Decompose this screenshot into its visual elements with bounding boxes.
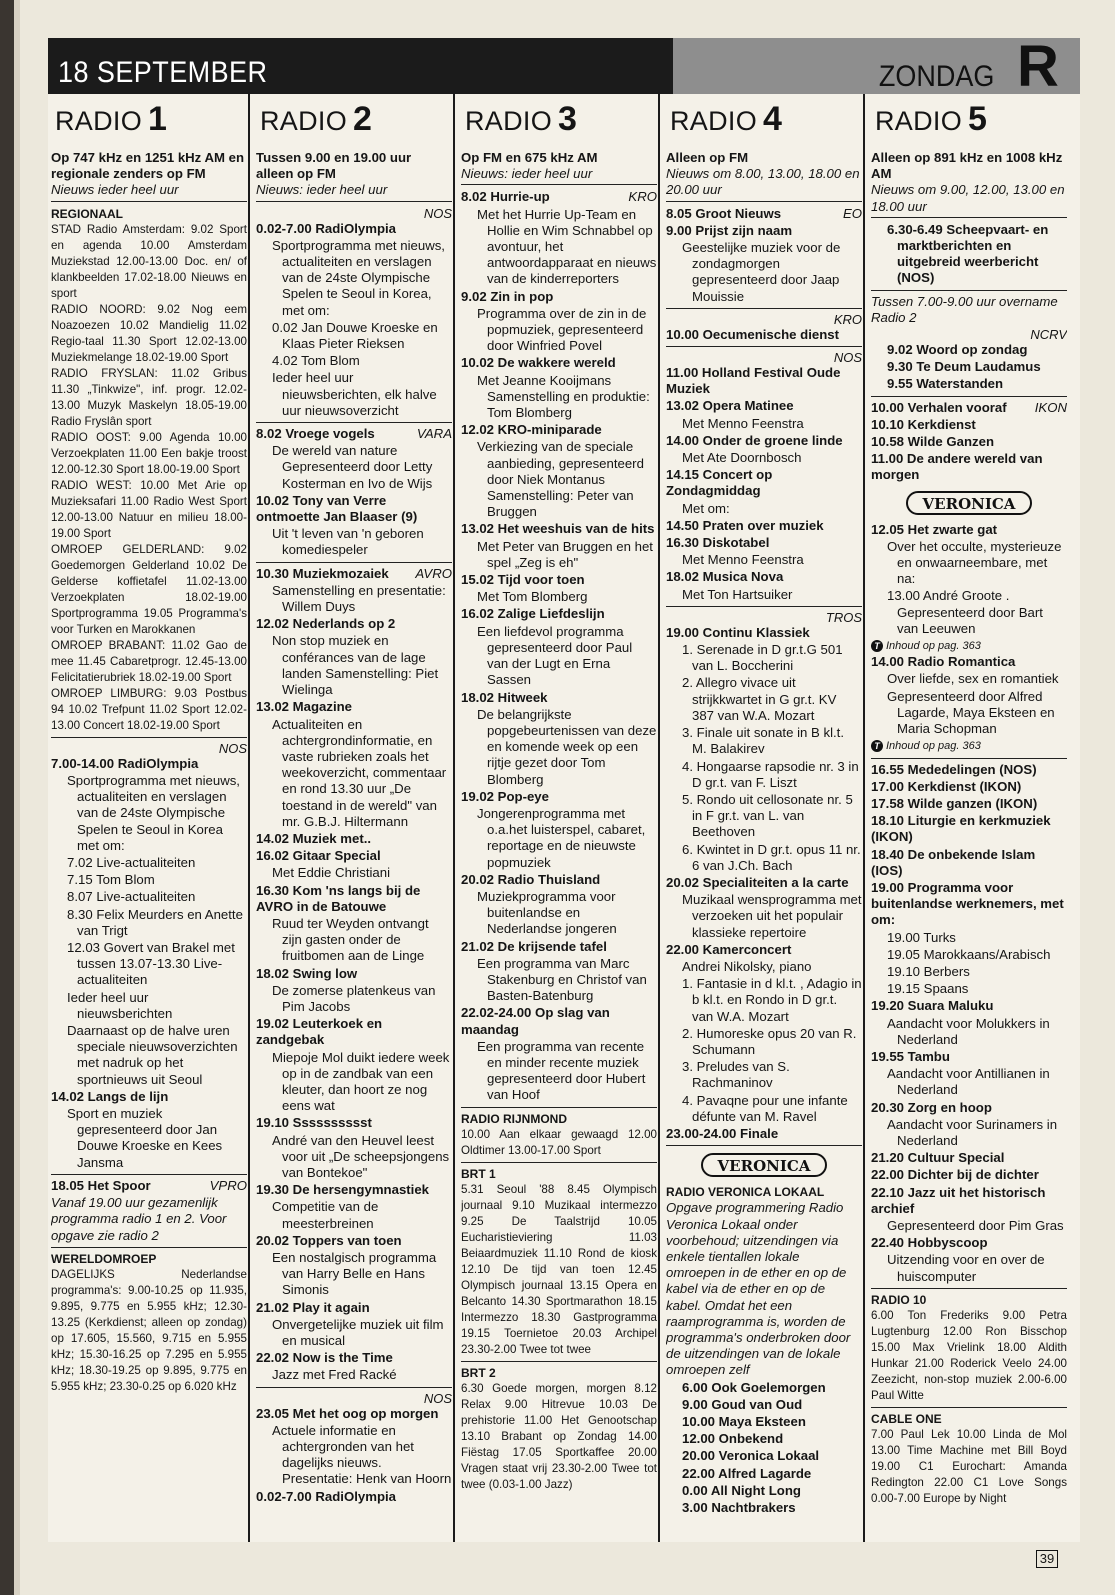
program-title: 8.05 Groot Nieuws xyxy=(666,205,782,221)
broadcaster-label: KRO xyxy=(833,311,862,327)
tv-guide-page xyxy=(48,34,1080,1542)
program-desc: Een liefdevol programma gepresenteerd door Paul van der Lugt en Erna Sassen xyxy=(477,623,633,688)
program-desc: 19.00 Turks xyxy=(887,929,956,945)
program-title: 22.00 Alfred Lagarde xyxy=(682,1465,812,1481)
column-divider xyxy=(658,94,660,1542)
station-header: RADIO 2 xyxy=(260,100,373,138)
radio10-title: RADIO 10 xyxy=(871,1292,927,1307)
program-title: 22.02-24.00 Op slag van maandag xyxy=(461,1005,610,1037)
program-title: 17.58 Wilde ganzen (IKON) xyxy=(871,795,1038,811)
program-desc: 8.30 Felix Meurders en Anette van Trigt xyxy=(67,906,243,938)
wereldomroep-text: DAGELIJKS Nederlandse programma's: 9.00-10.25 op 11.935, 9.895, 9.775 en 5.955 kHz; 12.30-13.25 (Kerkdienst; alleen op zondag) op 17.605, 15.560, 9.715 en 5.955 kHz; 15.30-16.25 op 7.295 en 5.955 kHz; 18.30-19.25 op 9.895, 9.775 en 5.955 kHz; 23.30-0.25 op 6.020 kHz xyxy=(51,1267,247,1393)
regional-list xyxy=(51,222,247,734)
separator xyxy=(51,737,247,738)
program-desc: 1. Fantasie in d kl.t. , Adagio in b kl.t. en Rondo in D gr.t. van W.A. Mozart xyxy=(682,976,862,1024)
program-title: 19.10 Sssssssssst xyxy=(256,1115,372,1131)
program-title: 10.10 Kerkdienst xyxy=(871,416,976,432)
program-desc: Gepresenteerd door Alfred Lagarde, Maya Eksteen en Maria Schopman xyxy=(887,688,1055,737)
program-title: 12.02 Nederlands op 2 xyxy=(256,616,396,632)
program-title: 19.02 Pop-eye xyxy=(461,788,549,804)
separator xyxy=(461,1107,657,1108)
program-desc: 3. Preludes van S. Rachmaninov xyxy=(682,1059,790,1091)
program-desc: 4. Hongaarse rapsodie nr. 3 in D gr.t. van F. Liszt xyxy=(682,758,859,790)
program-title: 22.40 Hobbyscoop xyxy=(871,1235,988,1251)
program-desc: 2. Humoreske opus 20 van R. Schumann xyxy=(682,1025,857,1057)
column-radio-3 xyxy=(461,98,657,1538)
separator xyxy=(871,1407,1067,1408)
program-title: 10.00 Verhalen vooraf xyxy=(871,399,1007,415)
program-desc: 7.02 Live-actualiteiten xyxy=(67,855,196,871)
program-title: 19.02 Leuterkoek en zandgebak xyxy=(256,1016,383,1048)
separator xyxy=(666,308,862,309)
program-title: 10.02 De wakkere wereld xyxy=(461,355,616,371)
program-desc: Met Ate Doornbosch xyxy=(682,450,802,466)
program-title: 9.30 Te Deum Laudamus xyxy=(887,359,1041,375)
program-title: 20.02 Toppers van toen xyxy=(256,1232,402,1248)
broadcaster-label: IKON xyxy=(1034,399,1067,415)
veronica-logo xyxy=(666,1150,862,1180)
program-desc: Een programma van recente en minder recente muziek gepresenteerd door Hubert van Hoof xyxy=(477,1038,646,1103)
program-title: 19.55 Tambu xyxy=(871,1048,950,1064)
separator xyxy=(256,562,452,563)
column-divider xyxy=(248,94,250,1542)
program-desc: Daarnaast op de halve uren speciale nieuwsoverzichten met nadruk op het sportnieuws uit Seoul xyxy=(67,1023,238,1087)
broadcaster-label: AVRO xyxy=(415,565,452,581)
separator xyxy=(871,396,1067,397)
teletext-icon: T xyxy=(871,740,883,752)
program-desc: Actualiteiten en achtergrondinformatie, en vaste rubrieken zoals het weekoverzicht, commentaar en rond 13.30 uur „De toestand in de wereld" van mr. G.B.J. Hiltermann xyxy=(272,716,447,829)
program-title: 23.00-24.00 Finale xyxy=(666,1125,779,1141)
page-number: 39 xyxy=(1036,1550,1058,1568)
program-desc: Een nostalgisch programma van Harry Belle en Hans Simonis xyxy=(272,1250,437,1298)
program-title: 22.02 Now is the Time xyxy=(256,1350,393,1366)
program-title: 16.30 Diskotabel xyxy=(666,535,770,551)
program-row xyxy=(256,566,452,582)
regional-item: OMROEP GELDERLAND: 9.02 Goedemorgen Gelderland 10.02 De Gelderse koffietafel 11.02-13.00 Verzoekplaten 18.02-19.00 Sportprogramma 19.05 Programma's voor Turken en Marokkanen xyxy=(51,542,247,636)
program-title: 18.40 De onbekende Islam (IOS) xyxy=(871,846,1036,878)
program-title: 21.02 De krijsende tafel xyxy=(461,938,607,954)
program-note: Tussen 7.00-9.00 uur overname Radio 2 xyxy=(871,293,1058,325)
radio10-text: 6.00 Ton Frederiks 9.00 Petra Lugtenburg 12.00 Ron Bisschop 15.00 Max Vrielink 18.00 Aldith Hunkar 21.00 Roderick Veelo 24.00 Zeezicht, non-stop muziek 2.00-6.00 Paul Witte xyxy=(871,1309,1067,1402)
program-title: 22.00 Dichter bij de dichter xyxy=(871,1167,1039,1183)
separator xyxy=(461,1361,657,1362)
program-desc: Sportprogramma met nieuws, actualiteiten en verslagen van de 24ste Olympische Spelen te Seoul in Korea met om: xyxy=(67,773,240,853)
teletext-note: T Inhoud op pag. 363 xyxy=(871,638,1067,654)
program-title: 20.02 Radio Thuisland xyxy=(461,871,601,887)
program-title: 21.20 Cultuur Special xyxy=(871,1150,1005,1166)
veronica-lokaal-note: Opgave programmering Radio Veronica Lokaal onder voorbehoud; uitzendingen via enkele tientallen lokale omroepen in de ether en op de kabel via de ether en op de kabel. Omdat het een raamprogramma is, worden de programma's onderbroken door de uitzendingen van de lokale omroepen zelf xyxy=(666,1200,851,1378)
page-spine-edge xyxy=(14,0,20,1595)
program-desc: Over het occulte, mysterieuze en onwaarneembare, met na: xyxy=(887,538,1062,587)
broadcaster-label: NOS xyxy=(218,740,247,756)
program-desc: Met om: xyxy=(682,500,730,516)
program-title: 20.00 Veronica Lokaal xyxy=(682,1448,820,1464)
date-banner xyxy=(48,34,1080,99)
program-title: 0.02-7.00 RadiOlympia xyxy=(256,1488,397,1504)
program-title: 14.00 Radio Romantica xyxy=(871,654,1016,670)
program-title: 18.05 Het Spoor xyxy=(51,1177,151,1193)
svg-text:VERONICA: VERONICA xyxy=(717,1157,811,1176)
cable-one-title: CABLE ONE xyxy=(871,1412,942,1426)
column-radio-2 xyxy=(256,98,452,1538)
program-title: 3.00 Nachtbrakers xyxy=(682,1500,796,1516)
separator xyxy=(666,1145,862,1146)
program-title: 19.30 De hersengymnastiek xyxy=(256,1182,429,1198)
program-desc: Aandacht voor Molukkers in Nederland xyxy=(887,1015,1050,1047)
veronica-lokaal-title: RADIO VERONICA LOKAAL xyxy=(666,1185,825,1200)
program-desc: Non stop muziek en conférances van de lage landen Samenstelling: Piet Wielinga xyxy=(272,633,439,698)
program-title: 11.00 De andere wereld van morgen xyxy=(871,451,1043,483)
program-title: 18.10 Liturgie en kerkmuziek (IKON) xyxy=(871,813,1051,845)
program-title: 10.58 Wilde Ganzen xyxy=(871,434,995,450)
program-title: 23.05 Met het oog op morgen xyxy=(256,1405,439,1421)
separator xyxy=(461,1162,657,1163)
program-title: 17.00 Kerkdienst (IKON) xyxy=(871,778,1022,794)
program-desc: Over liefde, sex en romantiek xyxy=(887,671,1059,687)
program-title: 13.02 Het weeshuis van de hits xyxy=(461,521,655,537)
program-desc: De wereld van nature Gepresenteerd door Letty Kosterman en Ivo de Wijs xyxy=(272,443,433,491)
program-desc: Geestelijke muziek voor de zondagmorgen gepresenteerd door Jaap Mouissie xyxy=(682,240,841,304)
program-title: 21.02 Play it again xyxy=(256,1299,370,1315)
station-intro: Op FM en 675 kHz AM Nieuws: ieder heel uur xyxy=(461,150,657,185)
program-desc: 3. Finale uit sonate in B kl.t. M. Balakirev xyxy=(682,725,844,757)
program-title: 8.02 Hurrie-up xyxy=(461,189,550,205)
program-title: 6.00 Ook Goelemorgen xyxy=(682,1379,826,1395)
teletext-icon: T xyxy=(871,640,883,652)
broadcaster-label: KRO xyxy=(628,189,657,205)
program-desc: Een programma van Marc Stakenburg en Christof van Basten-Batenburg xyxy=(477,955,647,1004)
program-title: 14.15 Concert op Zondagmiddag xyxy=(666,467,773,499)
program-desc: 1. Serenade in D gr.t.G 501 van L. Boccherini xyxy=(682,642,843,674)
program-title: 8.02 Vroege vogels xyxy=(256,426,375,442)
program-title: 14.00 Onder de groene linde xyxy=(666,432,843,448)
program-desc: Andrei Nikolsky, piano xyxy=(682,958,812,974)
program-title: 18.02 Hitweek xyxy=(461,689,548,705)
column-divider xyxy=(863,94,865,1542)
program-row xyxy=(51,1178,247,1194)
program-desc: Ruud ter Weyden ontvangt zijn gasten onder de fruitbomen aan de Linge xyxy=(272,915,429,964)
broadcaster-label: NOS xyxy=(833,350,862,366)
rijnmond-title: RADIO RIJNMOND xyxy=(461,1111,568,1126)
broadcaster-label: TROS xyxy=(825,609,862,625)
station-header: RADIO 4 xyxy=(670,100,783,138)
veronica-logo-icon xyxy=(905,488,1033,518)
program-title: 11.00 Holland Festival Oude Muziek xyxy=(666,365,841,397)
program-desc: Jazz met Fred Racké xyxy=(272,1367,397,1383)
program-row xyxy=(666,206,862,222)
program-desc: Met Ton Hartsuiker xyxy=(682,586,793,602)
regional-item: OMROEP LIMBURG: 9.03 Postbus 94 10.02 Trefpunt 11.02 Sport 12.02-13.00 Concert 18.02-19.00 Sport xyxy=(51,686,247,732)
regional-item: RADIO FRYSLAN: 11.02 Gribus 11.30 „Tinkwize", inf. progr. 12.02-13.00 Muzyk Maskelyn 18.05-19.00 Radio Fryslân sport xyxy=(51,366,247,428)
program-desc: De belangrijkste popgebeurtenissen van deze en komende week op een rijtje gezet door Tom Blomberg xyxy=(477,706,657,787)
program-title: 19.00 Programma voor buitenlandse werknemers, met om: xyxy=(871,879,1064,928)
station-intro: Alleen op 891 kHz en 1008 kHz AM Nieuws om 9.00, 12.00, 13.00 en 18.00 uur xyxy=(871,150,1067,218)
program-title: 14.50 Praten over muziek xyxy=(666,517,824,533)
separator xyxy=(871,758,1067,759)
program-desc: 7.15 Tom Blom xyxy=(67,872,155,888)
program-desc: Muziekprogramma voor buitenlandse en Nederlandse jongeren xyxy=(477,888,617,937)
rijnmond-text: 10.00 Aan elkaar gewaagd 12.00 Oldtimer 13.00-17.00 Sport xyxy=(461,1127,657,1157)
banner-day: ZONDAG xyxy=(878,60,994,93)
program-title: 20.02 Specialiteiten a la carte xyxy=(666,874,849,890)
separator xyxy=(666,606,862,607)
program-title: 19.00 Continu Klassiek xyxy=(666,624,810,640)
program-title: 22.10 Jazz uit het historisch archief xyxy=(871,1184,1046,1216)
separator xyxy=(256,1387,452,1388)
program-title: 15.02 Tijd voor toen xyxy=(461,572,585,588)
brt2-title: BRT 2 xyxy=(461,1365,496,1380)
regional-item: STAD Radio Amsterdam: 9.02 Sport en agenda 10.00 Amsterdam Muziekstad 12.00-13.00 Doc. en/ of klankbeelden 17.02-18.00 Nieuws en sport xyxy=(51,222,247,300)
program-desc: Muzikaal wensprogramma met verzoeken uit het populair klassieke repertoire xyxy=(682,892,862,940)
program-desc: Sport en muziek gepresenteerd door Jan Douwe Kroeske en Kees Jansma xyxy=(67,1106,223,1170)
broadcaster-label: VARA xyxy=(416,426,452,442)
separator xyxy=(51,1247,247,1248)
separator xyxy=(256,422,452,423)
teletext-note: T Inhoud op pag. 363 xyxy=(871,738,1067,754)
program-title: 12.02 KRO-miniparade xyxy=(461,422,602,438)
brt1-text: 5.31 Seoul '88 8.45 Olympisch journaal 9.10 Muzikaal intermezzo 9.25 De Taalstrijd 10.05 Eucharistieviering 11.03 Beiaardmuziek 11.10 Rond de kiosk 12.10 De tijd van toen 12.45 Olympisch journaal 13.15 Opera en Belcanto 14.30 Sportmarathon 18.15 Intermezzo 18.30 Gastprogramma 19.15 Toernietoe 20.03 Archipel 23.30-2.00 Twee tot twee xyxy=(461,1182,657,1356)
program-row xyxy=(871,400,1067,416)
program-row xyxy=(256,426,452,442)
broadcaster-label: VPRO xyxy=(209,1177,247,1193)
program-desc: De zomerse platenkeus van Pim Jacobs xyxy=(272,982,436,1014)
program-title: 9.00 Prijst zijn naam xyxy=(666,222,793,238)
program-title: 18.02 Musica Nova xyxy=(666,569,784,585)
program-desc: Competitie van de meesterbreinen xyxy=(272,1199,379,1231)
program-title: 16.02 Gitaar Special xyxy=(256,848,381,864)
program-desc: Met Eddie Christiani xyxy=(272,865,391,881)
program-desc: Gepresenteerd door Pim Gras xyxy=(887,1217,1064,1233)
program-desc: Uit 't leven van 'n geboren komediespeler xyxy=(272,526,424,558)
program-title: 18.02 Swing low xyxy=(256,965,358,981)
program-title: 10.00 Maya Eksteen xyxy=(682,1414,806,1430)
program-title: 13.02 Magazine xyxy=(256,699,353,715)
veronica-logo xyxy=(871,488,1067,518)
program-title: 19.20 Suara Maluku xyxy=(871,998,994,1014)
brt2-text: 6.30 Goede morgen, morgen 8.12 Relax 9.00 Hitrevue 10.03 De prehistorie 11.00 Het Genootschap 13.10 Brabant op Zondag 14.00 Fiëstag 17.05 Sportkaffee 20.00 Vragen staat vrij 23.30-2.00 Twee tot twee (0.03-1.00 Jazz) xyxy=(461,1382,657,1492)
program-title: 9.02 Zin in pop xyxy=(461,288,554,304)
program-desc: André van den Heuvel leest voor uit „De scheepsjongens van Bontekoe" xyxy=(272,1132,450,1180)
separator xyxy=(871,1288,1067,1289)
program-title: 9.02 Woord op zondag xyxy=(887,342,1028,358)
program-desc: Met Menno Feenstra xyxy=(682,415,804,431)
program-desc: 19.05 Marokkaans/Arabisch xyxy=(887,946,1051,962)
program-title: 16.02 Zalige Liefdeslijn xyxy=(461,606,605,622)
program-title: 12.05 Het zwarte gat xyxy=(871,521,998,537)
program-title: 10.00 Oecumenische dienst xyxy=(666,326,839,342)
column-radio-1 xyxy=(51,98,247,1538)
program-desc: Aandacht voor Surinamers in Nederland xyxy=(887,1116,1058,1148)
separator xyxy=(51,1174,247,1175)
program-title: 20.30 Zorg en hoop xyxy=(871,1099,992,1115)
program-title: 14.02 Muziek met.. xyxy=(256,830,372,846)
program-title: 6.30-6.49 Scheepvaart- en marktberichten en uitgebreid weerbericht (NOS) xyxy=(887,221,1049,286)
program-title: 9.00 Goud van Oud xyxy=(682,1396,803,1412)
program-desc: 19.15 Spaans xyxy=(887,981,969,997)
separator xyxy=(871,290,1067,291)
program-desc: Met Jeanne Kooijmans Samenstelling en produktie: Tom Blomberg xyxy=(477,372,650,421)
program-desc: 4. Pavaqne pour une infante défunte van M. Ravel xyxy=(682,1092,848,1124)
column-radio-5 xyxy=(871,98,1067,1538)
program-desc: 6. Kwintet in D gr.t. opus 11 nr. 6 van J.Ch. Bach xyxy=(682,841,861,873)
regional-title: REGIONAAL xyxy=(51,206,123,221)
broadcaster-label: NOS xyxy=(423,205,452,221)
regional-item: OMROEP BRABANT: 11.02 Gao de mee 11.45 Cabaretprogr. 12.45-13.00 Felicitatierubriek 18.02-19.00 Sport xyxy=(51,638,247,684)
station-header: RADIO 3 xyxy=(465,100,578,138)
broadcaster-label: NOS xyxy=(423,1390,452,1406)
program-desc: 0.02 Jan Douwe Kroeske en Klaas Pieter Rieksen xyxy=(272,319,438,352)
broadcaster-label: EO xyxy=(842,205,862,221)
column-radio-4 xyxy=(666,98,862,1538)
broadcaster-label: NCRV xyxy=(1030,327,1067,343)
program-title: 12.00 Onbekend xyxy=(682,1431,784,1447)
program-desc: Ieder heel uur nieuwsberichten, elk halve uur nieuwsoverzicht xyxy=(272,370,437,418)
program-desc: 12.03 Govert van Brakel met tussen 13.07-13.30 Live-actualiteiten xyxy=(67,940,235,988)
program-desc: Ieder heel uur nieuwsberichten xyxy=(67,989,173,1021)
program-desc: Aandacht voor Antillianen in Nederland xyxy=(887,1066,1050,1098)
program-title: 16.30 Kom 'ns langs bij de AVRO in de Batouwe xyxy=(256,882,421,914)
program-desc: 4.02 Tom Blom xyxy=(272,353,360,369)
program-desc: Met Peter van Bruggen en het spel „Zeg is eh" xyxy=(477,538,653,570)
wereldomroep-title: WERELDOMROEP xyxy=(51,1251,157,1266)
program-desc: Miepoje Mol duikt iedere week op in de zandbak van een kleuter, dan hoort ze nog eens wat xyxy=(272,1049,450,1114)
regional-item: RADIO NOORD: 9.02 Nog eem Noazoezen 10.02 Mandielig 11.02 Regio-taal 11.30 Sport 12.02-13.00 Muziekmelange 18.02-19.00 Sport xyxy=(51,302,247,364)
program-title: 7.00-14.00 RadiOlympia xyxy=(51,755,199,771)
program-desc: 8.07 Live-actualiteiten xyxy=(67,889,196,905)
veronica-logo-icon xyxy=(700,1150,828,1180)
regional-item: RADIO WEST: 10.00 Met Arie op Muzieksafari 11.00 Radio West Sport 12.00-13.00 Natuur en milieu 18.00-19.00 Sport xyxy=(51,478,247,540)
station-intro: Op 747 kHz en 1251 kHz AM en regionale zenders op FM Nieuws ieder heel uur xyxy=(51,150,247,202)
program-desc: Programma over de zin in de popmuziek, gepresenteerd door Winfried Povel xyxy=(477,305,647,354)
program-row xyxy=(461,189,657,205)
program-desc: 2. Allegro vivace uit strijkkwartet in G gr.t. KV 387 van W.A. Mozart xyxy=(682,675,837,723)
program-desc: Verkiezing van de speciale aanbieding, gepresenteerd door Niek Montanus Samenstelling: Peter van Bruggen xyxy=(477,439,644,520)
program-desc: Uitzending voor en over de huiscomputer xyxy=(887,1252,1045,1284)
brt1-title: BRT 1 xyxy=(461,1166,496,1181)
station-intro: Tussen 9.00 en 19.00 uur alleen op FM Nieuws: ieder heel uur xyxy=(256,150,452,202)
section-letter: R xyxy=(1017,34,1059,99)
program-title: 16.55 Mededelingen (NOS) xyxy=(871,761,1037,777)
program-desc: Sportprogramma met nieuws, actualiteiten en verslagen van de 24ste Olympische Spelen te Seoul in Korea, met om: xyxy=(272,237,445,318)
program-title: 22.00 Kamerconcert xyxy=(666,941,792,957)
regional-item: RADIO OOST: 9.00 Agenda 10.00 Verzoekplaten 11.00 Een bakje troost 12.00-12.30 Sport 18.00-19.00 Sport xyxy=(51,430,247,476)
banner-date: 18 SEPTEMBER xyxy=(58,56,268,89)
program-desc: 19.10 Berbers xyxy=(887,963,970,979)
cable-one-text: 7.00 Paul Lek 10.00 Linda de Mol 13.00 Time Machine met Bill Boyd 19.00 C1 Eurochart: Amanda Redington 22.00 C1 Love Songs 0.00-7.00 Europe by Night xyxy=(871,1428,1067,1506)
program-title: 10.02 Tony van Verre ontmoette Jan Blaaser (9) xyxy=(256,492,418,525)
program-title: 9.55 Waterstanden xyxy=(887,376,1004,392)
station-header: RADIO 1 xyxy=(55,100,168,138)
program-desc: 13.00 André Groote . Gepresenteerd door Bart van Leeuwen xyxy=(887,588,1043,636)
program-desc: Met het Hurrie Up-Team en Hollie en Wim Schnabbel op avontuur, het antwoordapparaat en nieuws van de kinderreporters xyxy=(477,206,657,287)
program-title: 0.00 All Night Long xyxy=(682,1482,801,1498)
program-desc: Onvergetelijke muziek uit film en musical xyxy=(272,1316,444,1349)
program-desc: Jongerenprogramma met o.a.het luisterspel, cabaret, reportage en de nieuwste popmuziek xyxy=(477,805,646,870)
program-desc: Met Tom Blomberg xyxy=(477,589,588,605)
program-note: Vanaf 19.00 uur gezamenlijk programma radio 1 en 2. Voor opgave zie radio 2 xyxy=(51,1195,227,1243)
program-desc: Actuele informatie en achtergronden van het dagelijks nieuws. Presentatie: Henk van Hoorn xyxy=(272,1422,452,1487)
program-desc: 5. Rondo uit cellosonate nr. 5 in F gr.t. van L. van Beethoven xyxy=(682,791,853,840)
program-title: 13.02 Opera Matinee xyxy=(666,398,794,414)
program-title: 14.02 Langs de lijn xyxy=(51,1088,169,1104)
program-desc: Met Menno Feenstra xyxy=(682,552,804,568)
station-header: RADIO 5 xyxy=(875,100,988,138)
station-intro: Alleen op FM Nieuws om 8.00, 13.00, 18.00 en 20.00 uur xyxy=(666,150,862,202)
program-title: 10.30 Muziekmozaiek xyxy=(256,565,389,581)
svg-text:VERONICA: VERONICA xyxy=(922,494,1016,513)
page-spine xyxy=(0,0,14,1595)
column-divider xyxy=(453,94,455,1542)
program-title: 0.02-7.00 RadiOlympia xyxy=(256,220,397,236)
separator xyxy=(666,346,862,347)
program-desc: Samenstelling en presentatie: Willem Duys xyxy=(272,582,446,615)
